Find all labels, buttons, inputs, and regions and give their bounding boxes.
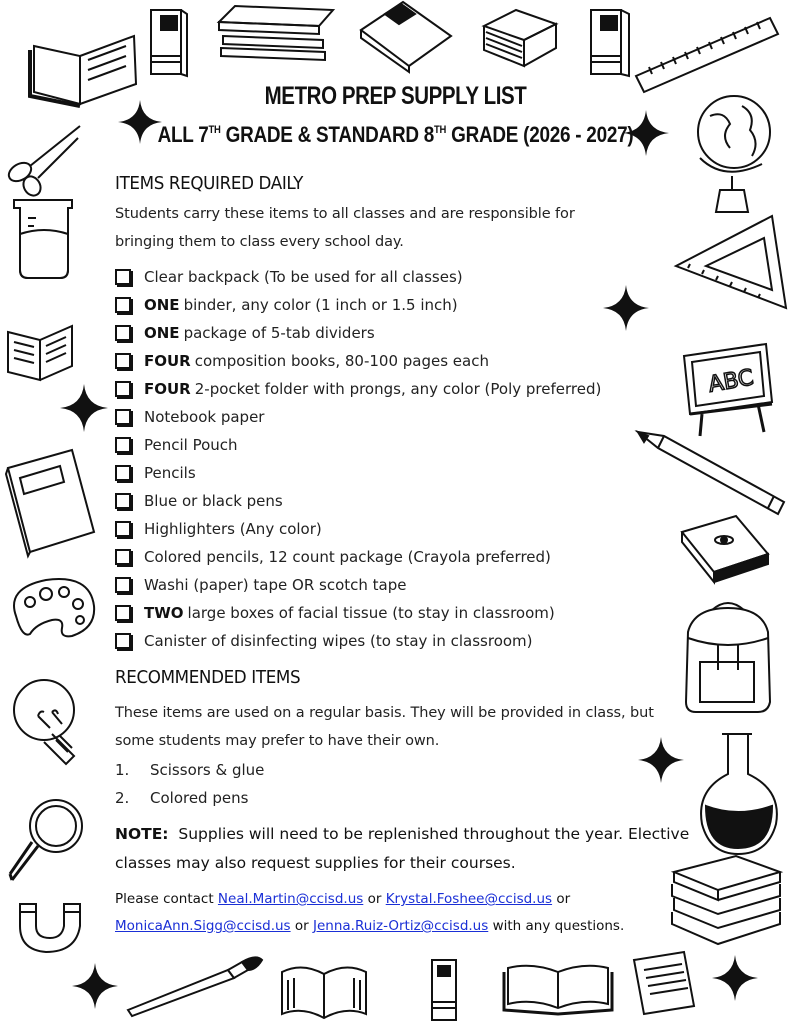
item-label: Blue or black pens [144,492,283,510]
item-label: binder, any color (1 inch or 1.5 inch) [183,296,458,314]
checklist-item [115,347,675,375]
checkbox[interactable] [115,605,131,621]
checkbox[interactable] [115,325,131,341]
tall-book-icon [676,512,772,584]
checklist-item [115,431,675,459]
svg-text:ABC: ABC [706,365,756,398]
notebook-icon [355,0,455,70]
item-quantity: FOUR [144,352,191,370]
contact-or: or [294,918,309,934]
tall-book-icon [147,6,191,78]
email-link-neal-martin[interactable]: Neal.Martin@ccisd.us [217,891,364,907]
recommended-description: These items are used on a regular basis. They will be provided in class, but some students may prefer to have their own. [115,705,654,749]
checklist-item [115,291,675,319]
checkbox[interactable] [115,353,131,369]
contact-suffix: with any questions. [492,918,625,934]
item-quantity: FOUR [144,380,191,398]
checkbox[interactable] [115,269,131,285]
recommended-heading: RECOMMENDED ITEMS [115,667,301,688]
open-book-icon [4,318,76,384]
checklist-item [115,263,675,291]
checkbox[interactable] [115,549,131,565]
page-title: METRO PREP SUPPLY LIST [264,82,527,110]
tall-book-icon [587,6,635,78]
daily-checklist [115,263,675,655]
checklist-item [115,627,675,655]
checklist-item [115,487,675,515]
checkbox[interactable] [115,521,131,537]
checklist-item [115,543,675,571]
item-label: Colored pens [150,789,249,807]
checklist-item [115,375,675,403]
daily-heading: ITEMS REQUIRED DAILY [115,173,304,194]
checkbox[interactable] [115,297,131,313]
item-label: package of 5-tab dividers [183,324,375,342]
checklist-item [115,599,675,627]
daily-description: Students carry these items to all classes and are responsible for bringing them to class every school day. [115,206,575,250]
item-label: Scissors & glue [150,761,265,779]
email-link-krystal-foshee[interactable]: Krystal.Foshee@ccisd.us [385,891,553,907]
note-paragraph [115,820,695,878]
list-item [115,756,264,784]
item-label: Canister of disinfecting wipes (to stay in classroom) [144,632,533,650]
sparkle-icon [712,955,758,1001]
contact-or: or [367,891,382,907]
page-subtitle: ALL 7TH GRADE & STANDARD 8TH GRADE (2026 - 2027) [157,122,634,147]
item-quantity: ONE [144,296,180,314]
checkbox[interactable] [115,493,131,509]
item-label: Washi (paper) tape OR scotch tape [144,576,407,594]
list-item [115,784,264,812]
item-label: Clear backpack (To be used for all classes) [144,268,463,286]
magnifier-icon [6,794,88,890]
lightbulb-icon [8,674,88,768]
checkbox[interactable] [115,633,131,649]
checkbox[interactable] [115,465,131,481]
book-stack-icon [215,2,335,64]
set-square-icon [672,212,790,312]
paintbrush-icon [124,952,264,1018]
sparkle-icon [72,963,118,1009]
email-link-jenna-ruiz-ortiz[interactable]: Jenna.Ruiz-Ortiz@ccisd.us [313,918,489,934]
item-quantity: ONE [144,324,180,342]
checklist-item [115,319,675,347]
item-quantity: TWO [144,604,184,622]
book-stack-icon [480,6,560,68]
checkbox[interactable] [115,381,131,397]
flask-icon [692,730,784,858]
list-number: 2. [115,789,130,807]
item-label: composition books, 80-100 pages each [194,352,489,370]
tall-book-icon [428,956,462,1024]
item-label: 2-pocket folder with prongs, any color (Poly preferred) [194,380,602,398]
checklist-item [115,403,675,431]
note-text: Supplies will need to be replenished throughout the year. Elective classes may also request supplies for their courses. [115,825,690,872]
notebook-icon [2,446,100,558]
list-number: 1. [115,761,130,779]
item-label: Notebook paper [144,408,265,426]
contact-prefix: Please contact [115,891,214,907]
palette-icon [6,572,98,648]
contact-paragraph [115,886,675,940]
checklist-item [115,515,675,543]
sparkle-icon [60,384,108,432]
chalkboard-icon [680,340,776,438]
item-label: Pencils [144,464,196,482]
checklist-item [115,571,675,599]
open-book-icon [278,958,370,1022]
item-label: Colored pencils, 12 count package (Crayola preferred) [144,548,551,566]
open-book-icon [502,960,614,1016]
checkbox[interactable] [115,437,131,453]
magnet-icon [12,886,88,958]
paper-icon [630,948,700,1018]
backpack-icon [678,598,776,716]
checkbox[interactable] [115,409,131,425]
item-label: Pencil Pouch [144,436,238,454]
checkbox[interactable] [115,577,131,593]
recommended-list [115,756,264,812]
beaker-icon [8,194,80,282]
item-label: large boxes of facial tissue (to stay in classroom) [187,604,555,622]
checklist-item [115,459,675,487]
email-link-monicaann-sigg[interactable]: MonicaAnn.Sigg@ccisd.us [115,918,291,934]
item-label: Highlighters (Any color) [144,520,322,538]
contact-or: or [556,891,571,907]
note-label: NOTE: [115,825,169,843]
